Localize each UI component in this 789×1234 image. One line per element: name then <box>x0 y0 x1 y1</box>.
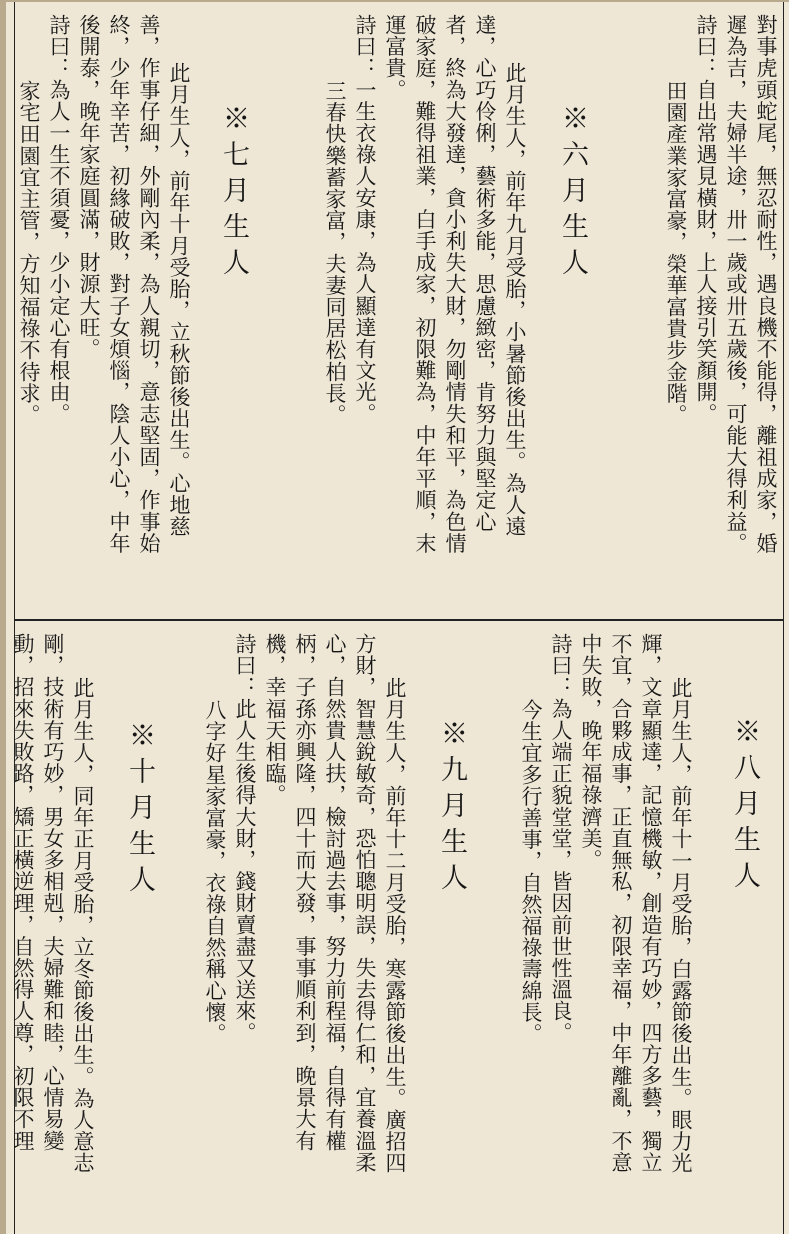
body-line: 柄，子孫亦興隆，四十而大發，事事順利到，晚景大有 <box>293 633 317 1152</box>
section-heading-september: ※九月生人 <box>436 719 467 899</box>
document-page <box>6 2 789 1234</box>
body-line: 輝，文章顯達，記憶機敏，創造有巧妙，四方多藝，獨立 <box>639 633 663 1173</box>
section-heading-july: ※七月生人 <box>218 104 249 284</box>
body-line: 此月生人，前年十二月受胎，寒露節後出生。廣招四 <box>383 677 407 1174</box>
section-heading-august: ※八月生人 <box>729 717 760 897</box>
poem-line: 家宅田園宜主管，方知福祿不待求。 <box>17 80 41 426</box>
poem-line: 八字好星家富豪，衣祿自然稱心懷。 <box>203 699 227 1045</box>
body-line: 善，作事仔細，外剛內柔，為人親切，意志堅固，作事始 <box>137 14 161 554</box>
body-line: 心，自然貴人扶，檢討過去事，努力前程福，自得有權 <box>323 633 347 1152</box>
poem-line: 三春快樂蓄家富，夫妻同居松柏長。 <box>323 80 347 426</box>
poem-line: 詩曰：一生衣祿人安康，為人顯達有文光。 <box>353 14 377 425</box>
body-line: 此月生人，前年九月受胎，小暑節後出生。為人遠 <box>503 62 527 538</box>
body-line: 達，心巧伶俐，藝術多能，思慮緻密，肯努力與堅定心 <box>473 14 497 533</box>
section-heading-october: ※十月生人 <box>124 721 155 901</box>
poem-line: 詩曰：自出常遇見橫財，上人接引笑顏開。 <box>694 14 718 425</box>
poem-line: 今生宜多行善事，自然福祿壽綿長。 <box>519 699 543 1045</box>
poem-line: 詩曰：為人端正貌堂堂，皆因前世性溫良。 <box>549 633 573 1044</box>
bottom-panel <box>11 620 784 1234</box>
body-line: 不宜，合夥成事，正直無私，初限幸福，中年離亂，不意 <box>609 633 633 1173</box>
poem-line: 田園產業家富豪，榮華富貴步金階。 <box>664 80 688 426</box>
body-line: 此月生人，前年十月受胎，立秋節後出生。心地慈 <box>167 62 191 538</box>
continued-text-line: 遲為吉，夫婦半途，卅一歲或卅五歲後，可能大得利益。 <box>724 14 748 554</box>
body-line: 剛，技術有巧妙，男女多相剋，夫婦難和睦，心情易變 <box>41 633 65 1152</box>
body-line: 者，終為大發達，貪小利失大財，勿剛情失和平，為色情 <box>443 14 467 554</box>
body-line: 破家庭，難得祖業，白手成家，初限難為，中年平順，末 <box>413 14 437 554</box>
continued-text-line: 對事虎頭蛇尾，無忍耐性，遇良機不能得，離祖成家，婚 <box>754 14 778 554</box>
top-panel <box>14 2 784 620</box>
body-line: 此月生人，同年正月受胎，立冬節後出生。為人意志 <box>71 677 95 1174</box>
body-line: 終，少年辛苦，初緣破敗，對子女煩惱，陰人小心，中年 <box>107 14 131 554</box>
body-line: 機，幸福天相臨。 <box>263 633 287 806</box>
body-line: 動，招來失敗路，矯正橫逆理，自然得人尊，初限不理 <box>11 633 35 1152</box>
body-line: 方財，智慧銳敏奇，恐怕聰明誤，失去得仁和，宜養溫柔 <box>353 633 377 1173</box>
poem-line: 詩曰：為人一生不須憂，少小定心有根由。 <box>47 14 71 425</box>
body-line: 中失敗，晚年福祿濟美。 <box>579 633 603 871</box>
section-heading-june: ※六月生人 <box>557 104 588 284</box>
body-line: 後開泰，晚年家庭圓滿，財源大旺。 <box>77 14 101 360</box>
body-line: 此月生人，前年十一月受胎，白露節後出生。眼力光 <box>669 677 693 1174</box>
poem-line: 詩曰：此人生後得大財，錢財賣盡又送來。 <box>233 633 257 1044</box>
body-line: 運富貴。 <box>383 14 407 101</box>
